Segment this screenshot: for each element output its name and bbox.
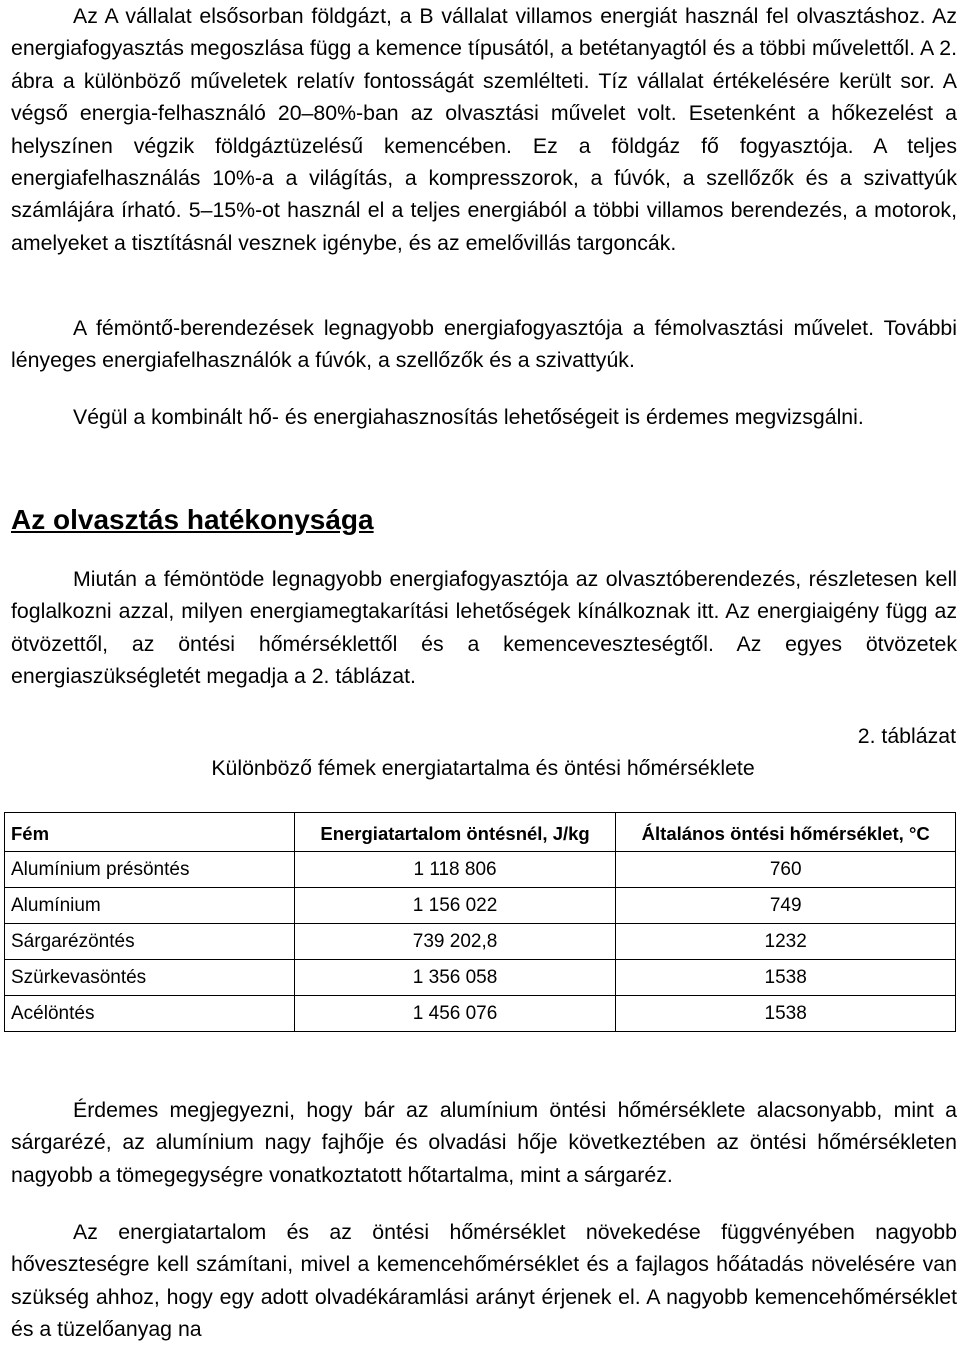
- energy-cell: 739 202,8: [294, 924, 616, 960]
- section-paragraph: Miután a fémöntöde legnagyobb energiafogyasztója az olvasztóberendezés, részletesen kell foglalkozni azzal, milyen energiamegtakarítási lehetőségek kínálkoznak itt. Az energiaigény függ az ötvözettől, az öntési hőmérséklettől és a kemenceveszteségtől. Az egyes ötvözetek energiaszükségletét megadja a 2. táblázat.: [11, 567, 957, 689]
- metal-cell: Szürkevasöntés: [5, 960, 295, 996]
- energy-table: [4, 812, 956, 1032]
- energy-cell: 1 356 058: [294, 960, 616, 996]
- temperature-cell: 749: [616, 888, 956, 924]
- melting-consumers-paragraph: A fémöntő-berendezések legnagyobb energiafogyasztója a fémolvasztási művelet. További lényeges energiafelhasználók a fúvók, a szellőzők és a szivattyúk.: [11, 316, 957, 373]
- aluminium-note-paragraph: Érdemes megjegyezni, hogy bár az alumínium öntési hőmérséklete alacsonyabb, mint a sárgarézé, az alumínium nagy fajhője és olvadási hője következtében az öntési hőmérsékleten nagyobb a tömegegységre vonatkoztatott hőtartalma, mint a sárgaréz.: [11, 1098, 957, 1187]
- energy-cell: 1 456 076: [294, 996, 616, 1032]
- header-metal: Fém: [5, 813, 295, 852]
- table-row: [5, 924, 956, 960]
- energy-cell: 1 156 022: [294, 888, 616, 924]
- table-number: 2. táblázat: [857, 724, 956, 748]
- metal-cell: Alumínium présöntés: [5, 852, 295, 888]
- table-row: [5, 960, 956, 996]
- temperature-cell: 1232: [616, 924, 956, 960]
- table-row: [5, 852, 956, 888]
- temperature-cell: 760: [616, 852, 956, 888]
- metal-cell: Acélöntés: [5, 996, 295, 1032]
- metal-cell: Alumínium: [5, 888, 295, 924]
- heat-loss-paragraph: Az energiatartalom és az öntési hőmérséklet növekedése függvényében nagyobb hőveszteségre kell számítani, mivel a kemencehőmérséklet és a fajlagos hőátadás növelésére van szükség ahhoz, hogy egy adott olvadékáramlási arányt érjenek el. A nagyobb kemencehőmérséklet és a tüzelőanyag na: [11, 1220, 957, 1342]
- temperature-cell: 1538: [616, 996, 956, 1032]
- metal-cell: Sárgarézöntés: [5, 924, 295, 960]
- energy-cell: 1 118 806: [294, 852, 616, 888]
- temperature-cell: 1538: [616, 960, 956, 996]
- header-energy: Energiatartalom öntésnél, J/kg: [294, 813, 616, 852]
- table-header-row: [5, 813, 956, 852]
- table-title: Különböző fémek energiatartalma és öntési hőmérséklete: [211, 756, 755, 780]
- table-row: [5, 888, 956, 924]
- combined-heat-paragraph: Végül a kombinált hő- és energiahasznosítás lehetőségeit is érdemes megvizsgálni.: [73, 405, 864, 429]
- section-heading: Az olvasztás hatékonysága: [11, 504, 374, 535]
- intro-paragraph: Az A vállalat elsősorban földgázt, a B vállalat villamos energiát használ fel olvasztáshoz. Az energiafogyasztás megoszlása függ a kemence típusától, a betétanyagtól és a többi művelettől. A 2. ábra a különböző műveletek relatív fontosságát szemlélteti. Tíz vállalat értékelésére került sor. A végső energia-felhasználó 20–80%-ban az olvasztási művelet volt. Esetenként a hőkezelést a helyszínen végzik földgáztüzelésű kemencében. Ez a földgáz fő fogyasztója. A teljes energiafelhasználás 10%-a a világítás, a kompresszorok, a fúvók, a szellőzők és a szivattyúk számlájára írható. 5–15%-ot használ el a teljes energiából a többi villamos berendezés, a motorok, amelyeket a tisztításnál vesznek igénybe, és az emelővillás targoncák.: [11, 4, 957, 255]
- table-row: [5, 996, 956, 1032]
- header-temperature: Általános öntési hőmérséklet, °C: [616, 813, 956, 852]
